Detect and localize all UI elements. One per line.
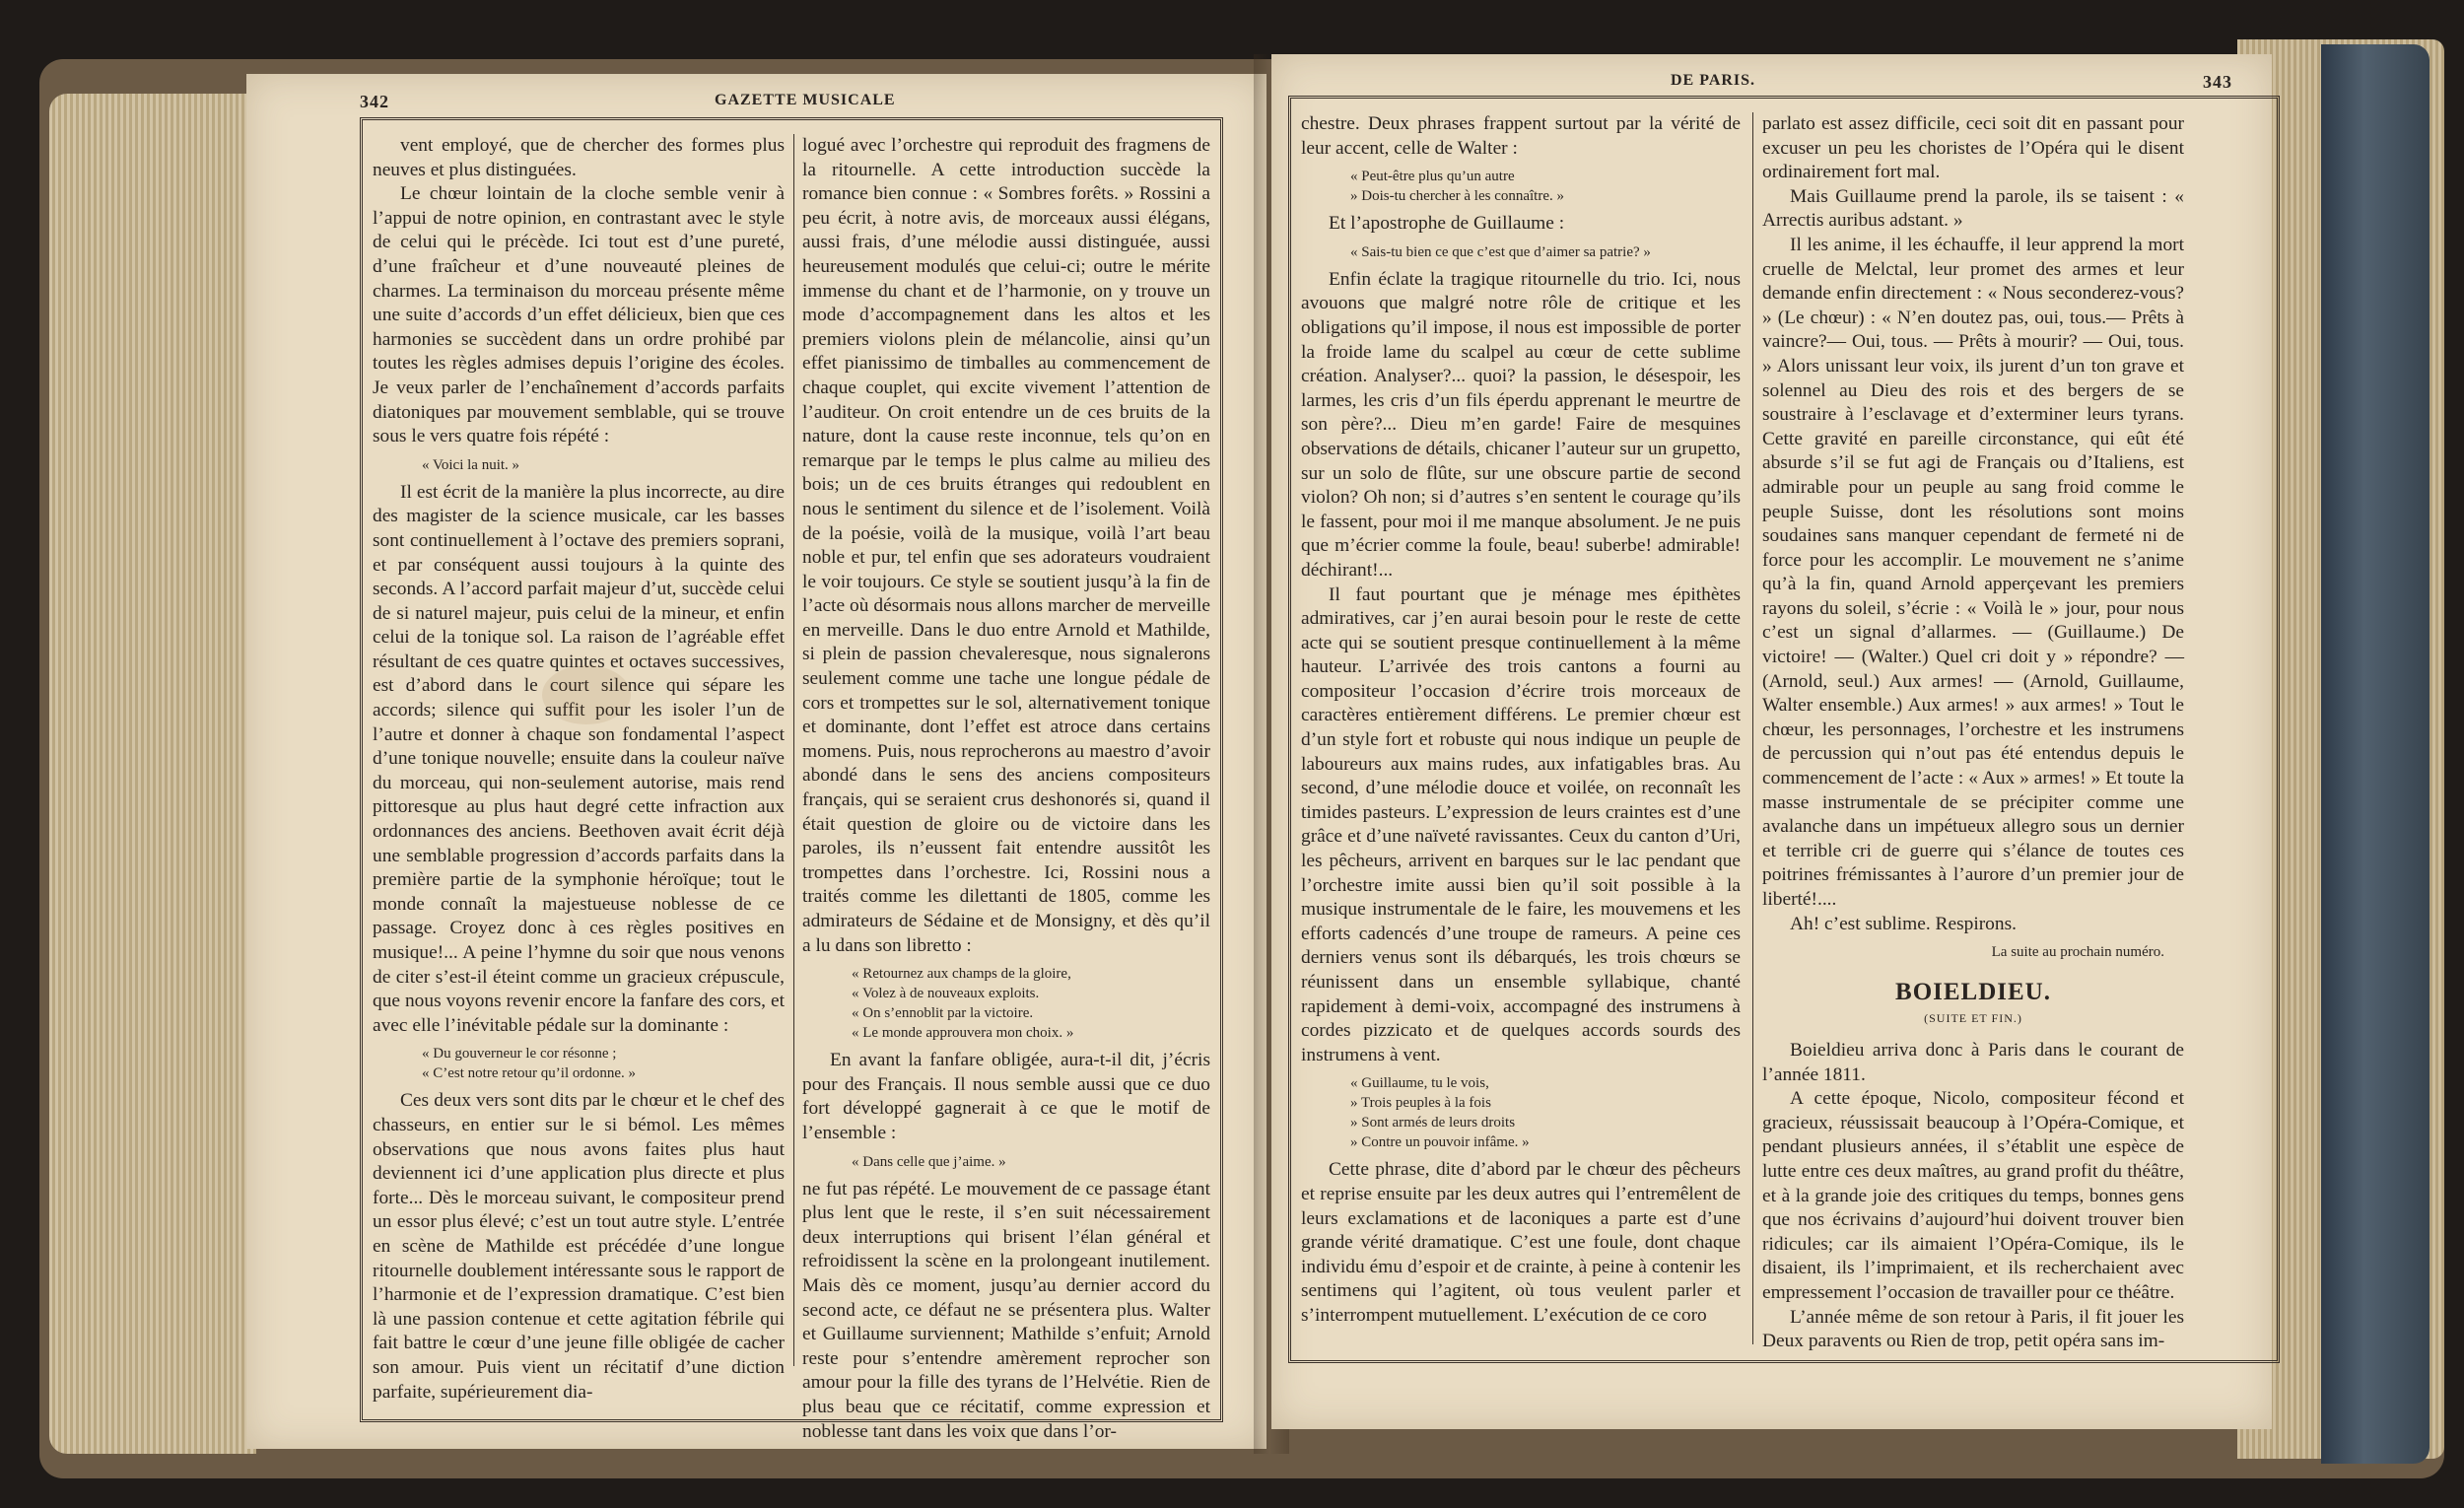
left-column-1 (373, 134, 785, 1403)
paragraph: vent employé, que de chercher des formes plus neuves et plus distinguées. (373, 135, 785, 180)
paragraph: ne fut pas répété. Le mouvement de ce passage étant plus lent que le reste, il s’en suit nécessairement deux interruptions qui brisent l’élan général et refroidissent la scène en la prolongeant inutilement. Mais dès ce moment, jusqu’au dernier accord du second acte, ce défaut ne se présentera plus. Walter et Guillaume surviennent; Mathilde s’enfuit; Arnold reste pour s’entendre amèrement reprocher son amour pour la fille des tyrans de l’Helvétie. Rien de plus beau que ce récitatif, comme expression et noblesse tant dans les voix que dans l’or- (802, 1178, 1210, 1442)
verse-quote: « Dans celle que j’aime. » (852, 1153, 1006, 1170)
paragraph: En avant la fanfare obligée, aura-t-il dit, j’écris pour des Français. Il nous semble aussi que ce duo fort développé gagnerait à ce que le motif de l’ensemble : (802, 1050, 1210, 1143)
paragraph: chestre. Deux phrases frappent surtout par la vérité de leur accent, celle de Walter : (1301, 113, 1741, 159)
right-column-2 (1762, 112, 2184, 1352)
right-running-head (1271, 72, 2272, 96)
paragraph: A cette époque, Nicolo, compositeur fécond et gracieux, réussissait beaucoup à l’Opéra-Comique, et pendant plusieurs années, il s’établit une espèce de lutte entre ces deux maîtres, au grand profit du théâtre, et à la grande joie des critiques du temps, bonnes gens que nos écrivains d’aujourd’hui doivent trouver bien ridicules; car ils aimaient l’Opéra-Comique, ils le disaient, ils l’imprimaient, et ils recherchaient avec empressement l’occasion de travailler pour ce théâtre. (1762, 1088, 2184, 1303)
right-header-title: DE PARIS. (1671, 72, 1756, 89)
article-subtitle: (SUITE ET FIN.) (1924, 1011, 2022, 1026)
article-title: BOIELDIEU. (1895, 978, 2051, 1005)
paragraph: Et l’apostrophe de Guillaume : (1329, 213, 1565, 235)
left-page-number: 342 (360, 92, 389, 111)
left-running-head (246, 92, 1266, 115)
right-column-divider (1752, 112, 1753, 1344)
paragraph: Mais Guillaume prend la parole, ils se taisent : « Arrectis auribus adstant. » (1762, 185, 2184, 232)
verse-quote: « Guillaume, tu le vois, » Trois peuples à la fois » Sont armés de leurs droits » Contre un pouvoir infâme. » (1350, 1075, 1530, 1151)
left-column-divider (793, 134, 794, 1366)
paragraph: Cette phrase, dite d’abord par le chœur des pêcheurs et reprise ensuite par les deux autres qui l’entremêlent de leurs exclamations et de laconiques a parte est d’une grande vérité dramatique. C’est une foule, dont chaque individu ému d’espoir et de crainte, à peine à contenir les sentimens qui l’agitent, où tous veulent parler et s’interrompent mutuellement. L’exécution de ce coro (1301, 1159, 1741, 1326)
left-text-frame (360, 117, 1223, 1442)
left-column-2 (802, 134, 1210, 1442)
paper-stain (542, 665, 631, 724)
paragraph: Ah! c’est sublime. Respirons. (1790, 913, 2017, 934)
left-page-edges (49, 94, 256, 1454)
paragraph: Il les anime, il les échauffe, il leur apprend la mort cruelle de Melctal, leur promet des armes et leur demande enfin directement : « Nous seconderez-vous? » (Le chœur) : « N’en doutez pas, oui, tous.— Prêts à vaincre?— Oui, tous. — Prêts à mourir? — Oui, tous. » Alors unissant leur voix, ils jurent d’un ton grave et solennel au Dieu des rois et des bergers de se soustraire à l’esclavage et d’exterminer leurs tyrans. Cette gravité en pareille circonstance, qui eût été absurde s’il se fut agi de Français ou d’Italiens, est admirable pour un peuple au sang froid comme le peuple Suisse, dont les résolutions sont moins soudaines sans manquer cependant de fermeté ni de force pour les accomplir. Le mouvement ne s’anime qu’à la fin, quand Arnold apperçevant les premiers rayons du soleil, s’écrie : « Voilà le » jour, pour nous c’est un signal d’allarmes. — (Guillaume.) De victoire! — (Walter.) Quel cri doit y » répondre? — (Arnold, seul.) Aux armes! — (Arnold, Guillaume, Walter ensemble.) Aux armes! » aux armes! » Tout le chœur, les personnages, l’orchestre et les instrumens de percussion qui n’out pas été entendus depuis le commencement de l’acte : « Aux » armes! » Et toute la masse instrumentale de se précipiter comme une avalanche dans un impétueux allegro sous un dernier et terrible cri de guerre qui s’élance de toutes ces poitrines frémissantes à l’aurore d’un premier jour de liberté!.... (1762, 234, 2184, 910)
left-header-title: GAZETTE MUSICALE (715, 92, 896, 108)
verse-quote: « Sais-tu bien ce que c’est que d’aimer sa patrie? » (1350, 243, 1651, 260)
paragraph: parlato est assez difficile, ceci soit dit en passant pour excuser un peu les choristes de l’Opéra qui le disent ordinairement fort mal. (1762, 113, 2184, 183)
paragraph: Enfin éclate la tragique ritournelle du trio. Ici, nous avouons que malgré notre rôle de critique et les obligations qu’il impose, il nous est impossible de porter la froide lame du scalpel au cœur de cette sublime création. Analyser?... quoi? la passion, le désespoir, les larmes, les cris d’un fils éperdu apprenant le meurtre de son père?... Dieu m’en garde! Faire de mesquines observations de détails, chicaner l’auteur sur un grupetto, sur un solo de flûte, sur une obscure partie de second violon? Oh non; si d’autres s’en sentent le courage qu’ils le fassent, pour moi il me manque absolument. Je ne puis que m’écrier comme la foule, beau! suberbe! admirable! déchirant!... (1301, 268, 1741, 581)
right-page (1271, 54, 2272, 1429)
right-page-number: 343 (2203, 72, 2232, 92)
marbled-cover (2321, 44, 2430, 1464)
verse-quote: « Retournez aux champs de la gloire, « Volez à de nouveaux exploits. « On s’ennoblit par la victoire. « Le monde approuvera mon choix. » (852, 966, 1074, 1042)
paragraph: Ces deux vers sont dits par le chœur et le chef des chasseurs, en entier sur le si bémol. Les mêmes observations que nous avons faites plus haut deviennent ici d’une application plus directe et plus forte... Dès le morceau suivant, le compositeur prend un essor plus élevé; c’est un tout autre style. L’entrée en scène de Mathilde est précédée d’une longue ritournelle doublement intéressante sous le rapport de l’harmonie et de l’expression dramatique. C’est bien là une passion contenue et cette agitation fébrile qui fait battre le cœur d’une jeune fille obligée de cacher son amour. Puis vient un récitatif d’une diction parfaite, supérieurement dia- (373, 1090, 785, 1403)
left-page (246, 74, 1266, 1449)
continuation-note: La suite au prochain numéro. (1991, 944, 2164, 961)
right-text-frame (1288, 96, 2280, 1363)
verse-quote: « Peut-être plus qu’un autre » Dois-tu chercher à les connaître. » (1350, 169, 1564, 205)
paragraph: Boieldieu arriva donc à Paris dans le courant de l’année 1811. (1762, 1039, 2184, 1085)
paragraph: logué avec l’orchestre qui reproduit des fragmens de la ritournelle. A cette introduction succède la romance bien connue : « Sombres forêts. » Rossini a peu écrit, à notre avis, de morceaux aussi élégans, aussi frais, d’une mélodie aussi distinguée, aussi heureusement modulés que celui-ci; outre le mérite immense du chant et de l’harmonie, on y trouve un mode d’accompagnement dans les altos et les premiers violons plein de mélancolie, ainsi qu’un effet pianissimo de timballes au commencement de chaque couplet, qui excite vivement l’attention de l’auditeur. On croit entendre un de ces bruits de la nature, dont la cause reste inconnue, tels qu’on en remarque par le temps le plus calme au milieu des bois; un de ces bruits étranges qui redoublent en nous le sentiment du silence et de l’isolement. Voilà de la poésie, voilà de la musique, voilà l’art beau noble et pur, tel enfin que ses adorateurs voudraient le voir toujours. Ce style se soutient jusqu’à la fin de l’acte où désormais nous allons marcher de merveille en merveille. Dans le duo entre Arnold et Mathilde, si plein de passion chevaleresque, nous signalerons seulement comme une tache une longue pédale de cors et trompettes sur le sol, alternativement tonique et dominante, dont l’effet est atroce dans certains momens. Puis, nous reprocherons au maestro d’avoir abondé dans le sens des anciens compositeurs français, qui se seraient crus deshonorés si, quand il était question de gloire ou de victoire dans les paroles, ils n’eussent fait entendre aussitôt les trompettes dans l’orchestre. Ici, Rossini nous a traités comme les dilettanti de 1805, comme les admirateurs de Sédaine et de Monsigny, et dès qu’il a lu dans son libretto : (802, 135, 1210, 956)
verse-quote: « Du gouverneur le cor résonne ; « C’est notre retour qu’il ordonne. » (422, 1046, 637, 1082)
paragraph: Il est écrit de la manière la plus incorrecte, au dire des magister de la science musicale, car les basses sont continuellement à l’octave des premiers soprani, et par conséquent aussi toujours à la quinte des seconds. A l’accord parfait majeur d’ut, succède celui de si naturel majeur, puis celui de la mineur, et enfin celui de la tonique sol. La raison de l’agréable effet résultant de ces quatre quintes et octaves successives, est d’abord dans le court silence qui sépare les accords; silence qui suffit pour les isoler l’un de l’autre et donner à chaque son fondamental l’aspect d’une tonique nouvelle; ensuite dans la couleur naïve du morceau, qui non-seulement autorise, mais rend pittoresque au plus haut degré cette infraction aux ordonnances des anciens. Beethoven avait écrit déjà une semblable progression d’accords parfaits dans la première partie de la symphonie héroïque; tout le monde connaît la majestueuse noblesse de ce passage. Croyez donc à ces règles positives en musique!... A peine l’hymne du soir que nous venons de citer s’est-il éteint comme un gracieux crépuscule, que nous voyons revenir encore la fanfare des cors, et avec elle l’inévitable pédale sur la dominante : (373, 481, 785, 1036)
right-column-1 (1301, 112, 1741, 1344)
paragraph: L’année même de son retour à Paris, il fit jouer les Deux paravents ou Rien de trop, petit opéra sans im- (1762, 1306, 2184, 1352)
verse-quote: « Voici la nuit. » (422, 456, 520, 473)
paragraph: Le chœur lointain de la cloche semble venir à l’appui de notre opinion, en contrastant avec le style de celui qui le précède. Ici tout est d’une pureté, d’une fraîcheur et d’une nouveauté pleines de charmes. La terminaison du morceau présente même une suite d’accords d’un effet délicieux, bien que ces harmonies se succèdent dans un ordre prohibé par toutes les règles admises depuis l’origine des écoles. Je veux parler de l’enchaînement d’accords parfaits diatoniques par mouvement semblable, qui se trouve sous le vers quatre fois répété : (373, 183, 785, 447)
paragraph: Il faut pourtant que je ménage mes épithètes admiratives, car j’en aurai besoin pour le reste de cette acte qui se soutient presque continuellement à la même hauteur. L’arrivée des trois cantons a fourni au compositeur l’occasion d’écrire trois morceaux de caractères entièrement différens. Le premier chœur est d’un style fort et robuste qui nous indique un peuple de laboureurs aux mains rudes, aux infatigables bras. Au second, d’une mélodie douce et voilée, on reconnaît les timides pasteurs. L’expression de leurs craintes est d’une grâce et d’une naïveté ravissantes. Ceux du canton d’Uri, les pêcheurs, arrivent en barques sur le lac pendant que l’orchestre imite aussi bien qu’il soit possible à la musique instrumentale de le faire, les mouvemens et les efforts cadencés d’une troupe de rameurs. A peine ces derniers venus sont ils débarqués, les trois chœurs se réunissent dans un ensemble syllabique, chanté rapidement à demi-voix, accompagné des instrumens à cordes pizzicato et de quelques accords sourds des instrumens à vent. (1301, 583, 1741, 1065)
